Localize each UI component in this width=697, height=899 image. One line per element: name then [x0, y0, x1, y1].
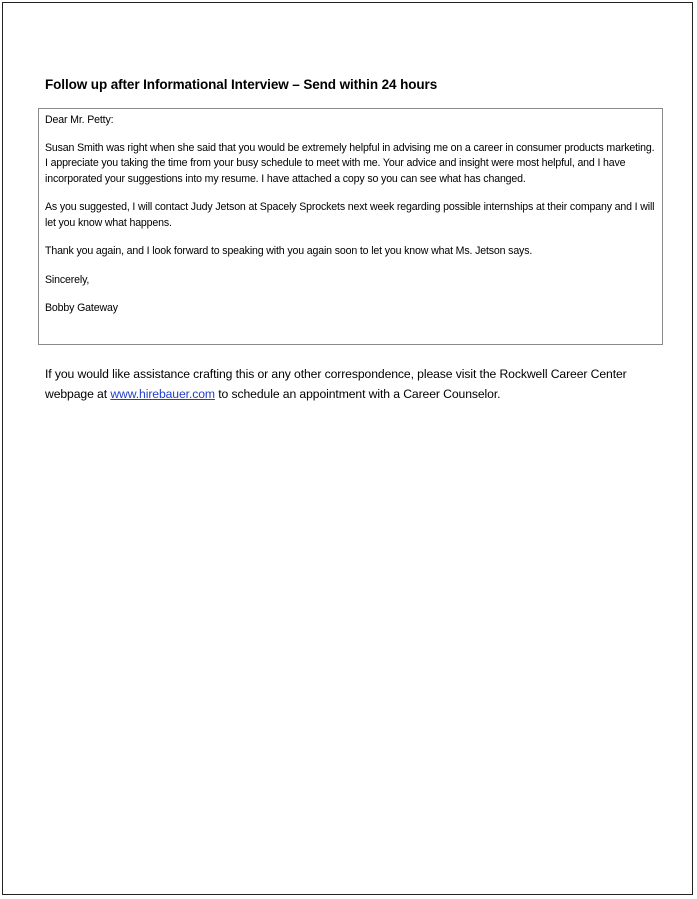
- footer-text-before-link: If you would like assistance crafting this or any other correspondence, please visit the Rockwell Career Center webpage at: [45, 367, 627, 401]
- letter-paragraph-2: As you suggested, I will contact Judy Jetson at Spacely Sprockets next week regarding possible internships at their company and I will let you know what happens.: [45, 201, 655, 229]
- letter-signature: Bobby Gateway: [45, 302, 118, 314]
- letter-paragraph-3: Thank you again, and I look forward to speaking with you again soon to let you know what Ms. Jetson says.: [45, 245, 533, 257]
- letter-paragraph-1: Susan Smith was right when she said that you would be extremely helpful in advising me on a career in consumer products marketing. I appreciate you taking the time from your busy schedule to meet with me. Your advice and insight were most helpful, and I have incorporated your suggestions into my resume. I have attached a copy so you can see what has changed.: [45, 141, 655, 185]
- letter-template-box: [38, 108, 663, 345]
- letter-closing: Sincerely,: [45, 273, 90, 286]
- footer-note: [45, 365, 675, 404]
- footer-text-after-link: to schedule an appointment with a Career Counselor.: [214, 386, 501, 401]
- letter-salutation: Dear Mr. Petty:: [45, 114, 114, 126]
- career-center-link[interactable]: www.hirebauer.com: [110, 386, 215, 401]
- document-page: [2, 2, 693, 895]
- page-title: Follow up after Informational Interview – Send within 24 hours: [45, 77, 438, 92]
